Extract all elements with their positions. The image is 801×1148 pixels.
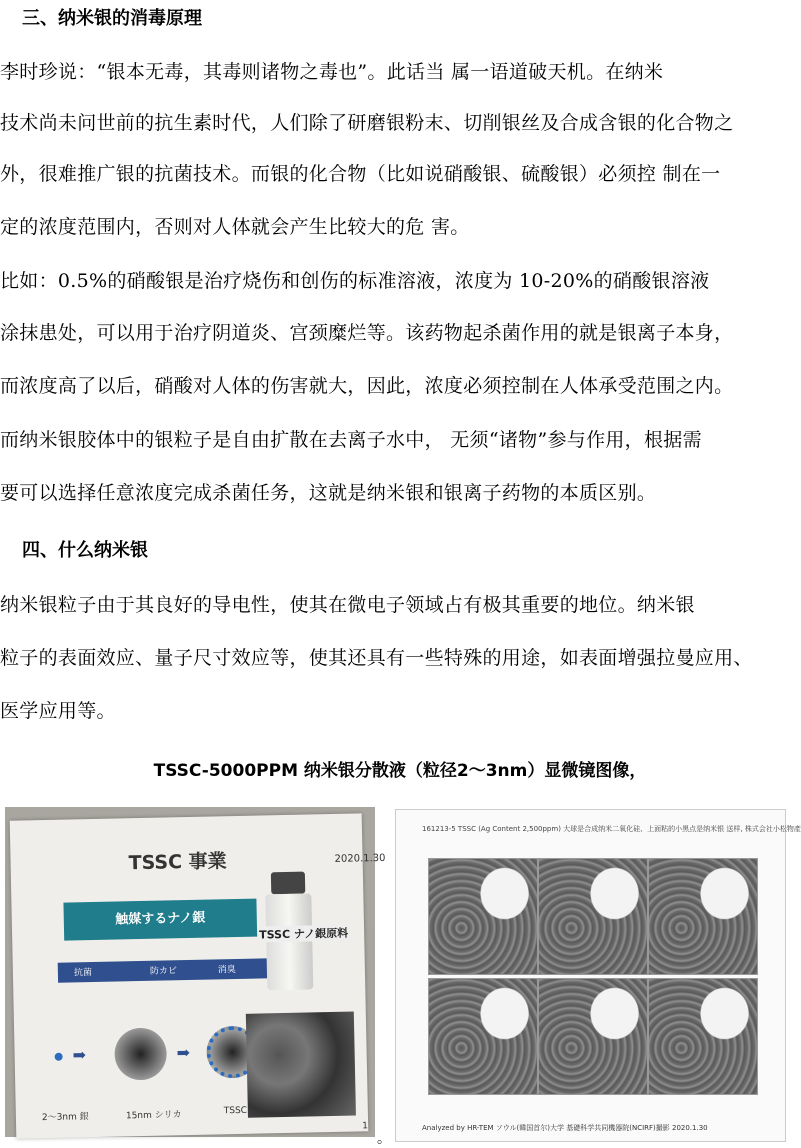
tem-image xyxy=(428,978,538,1095)
paragraph-line: 医学应用等。 xyxy=(0,700,116,722)
section3-heading: 三、纳米银的消毒原理 xyxy=(22,8,202,29)
paragraph-line: 定的浓度范围内，否则对人体就会产生比较大的危 害。 xyxy=(0,216,470,238)
paragraph-line: 比如：0.5%的硝酸银是治疗烧伤和创伤的标准溶液，浓度为 10-20%的硝酸银溶液 xyxy=(0,270,710,292)
paragraph-line: 技术尚未问世前的抗生素时代，人们除了研磨银粉末、切削银丝及合成含银的化合物之 xyxy=(0,112,734,134)
arrow-right-icon: ➡ xyxy=(72,1045,87,1065)
tem-image xyxy=(538,858,648,975)
tem-micrograph-sheet xyxy=(395,809,801,1142)
paragraph-line: 李时珍说：“银本无毒，其毒则诸物之毒也”。此话当 属一语道破天机。在纳米 xyxy=(0,61,664,83)
slide-tag: 抗菌 xyxy=(73,968,93,979)
slide-banner: 触媒するナノ銀 xyxy=(63,899,257,941)
sheet-footer: Analyzed by HR-TEM ソウル(韓国首尔)大学 基礎科学共同機器院(NCIRF)撮影 2020.1.30 xyxy=(422,1124,708,1132)
figure-caption: TSSC-5000PPM 纳米银分散液（粒径2～3nm）显微镜图像， xyxy=(153,761,647,781)
slide xyxy=(10,813,386,1138)
silica-sphere-icon xyxy=(114,1027,167,1080)
slide-date: 2020.1.30 xyxy=(334,852,386,865)
tem-image xyxy=(648,858,758,975)
paragraph-line: 要可以选择任意浓度完成杀菌任务，这就是纳米银和银离子药物的本质区别。 xyxy=(0,482,657,504)
arrow-right-icon: ➡ xyxy=(176,1042,191,1063)
micrograph-image xyxy=(246,1012,356,1118)
slide-title: TSSC 事業 xyxy=(128,850,227,875)
silica-label: 15nm シリカ xyxy=(125,1110,182,1122)
silver-particle-icon xyxy=(55,1053,63,1061)
tem-image xyxy=(428,858,538,975)
slide-photo xyxy=(5,807,386,1137)
slide-page-number: 1 xyxy=(362,1121,369,1132)
paragraph-line: 纳米银粒子由于其良好的导电性，使其在微电子领域占有极其重要的地位。纳米银 xyxy=(0,594,695,616)
silver-label: 2～3nm 銀 xyxy=(41,1112,89,1124)
tem-image xyxy=(538,978,648,1095)
sheet-header: 161213-5 TSSC (Ag Content 2,500ppm) 大球是合成纳米二氧化硅、上面粘的小黑点是纳米银 送样, 株式会社小松物產 xyxy=(422,825,801,833)
paragraph-line: 而纳米银胶体中的银粒子是自由扩散在去离子水中， 无须“诸物”参与作用，根据需 xyxy=(0,429,702,451)
bottle-label: TSSC ナノ銀原料 xyxy=(259,926,349,942)
slide-tag: 消臭 xyxy=(217,965,237,976)
paragraph-line: 涂抹患处，可以用于治疗阴道炎、宫颈糜烂等。该药物起杀菌作用的就是银离子本身， xyxy=(0,322,734,344)
tssc-label: TSSC xyxy=(223,1105,248,1117)
paragraph-line: 外，很难推广银的抗菌技术。而银的化合物（比如说硝酸银、硫酸银）必须控 制在一 xyxy=(0,163,721,185)
trailing-punctuation: 。 xyxy=(377,1131,391,1147)
paragraph-line: 粒子的表面效应、量子尺寸效应等，使其还具有一些特殊的用途，如表面增强拉曼应用、 xyxy=(0,647,753,669)
tem-image xyxy=(648,978,758,1095)
paragraph-line: 而浓度高了以后，硝酸对人体的伤害就大，因此，浓度必须控制在人体承受范围之内。 xyxy=(0,375,734,397)
slide-tag: 防カビ xyxy=(149,966,178,977)
section4-heading: 四、什么纳米银 xyxy=(22,540,148,561)
slide-tag-row xyxy=(58,958,270,982)
